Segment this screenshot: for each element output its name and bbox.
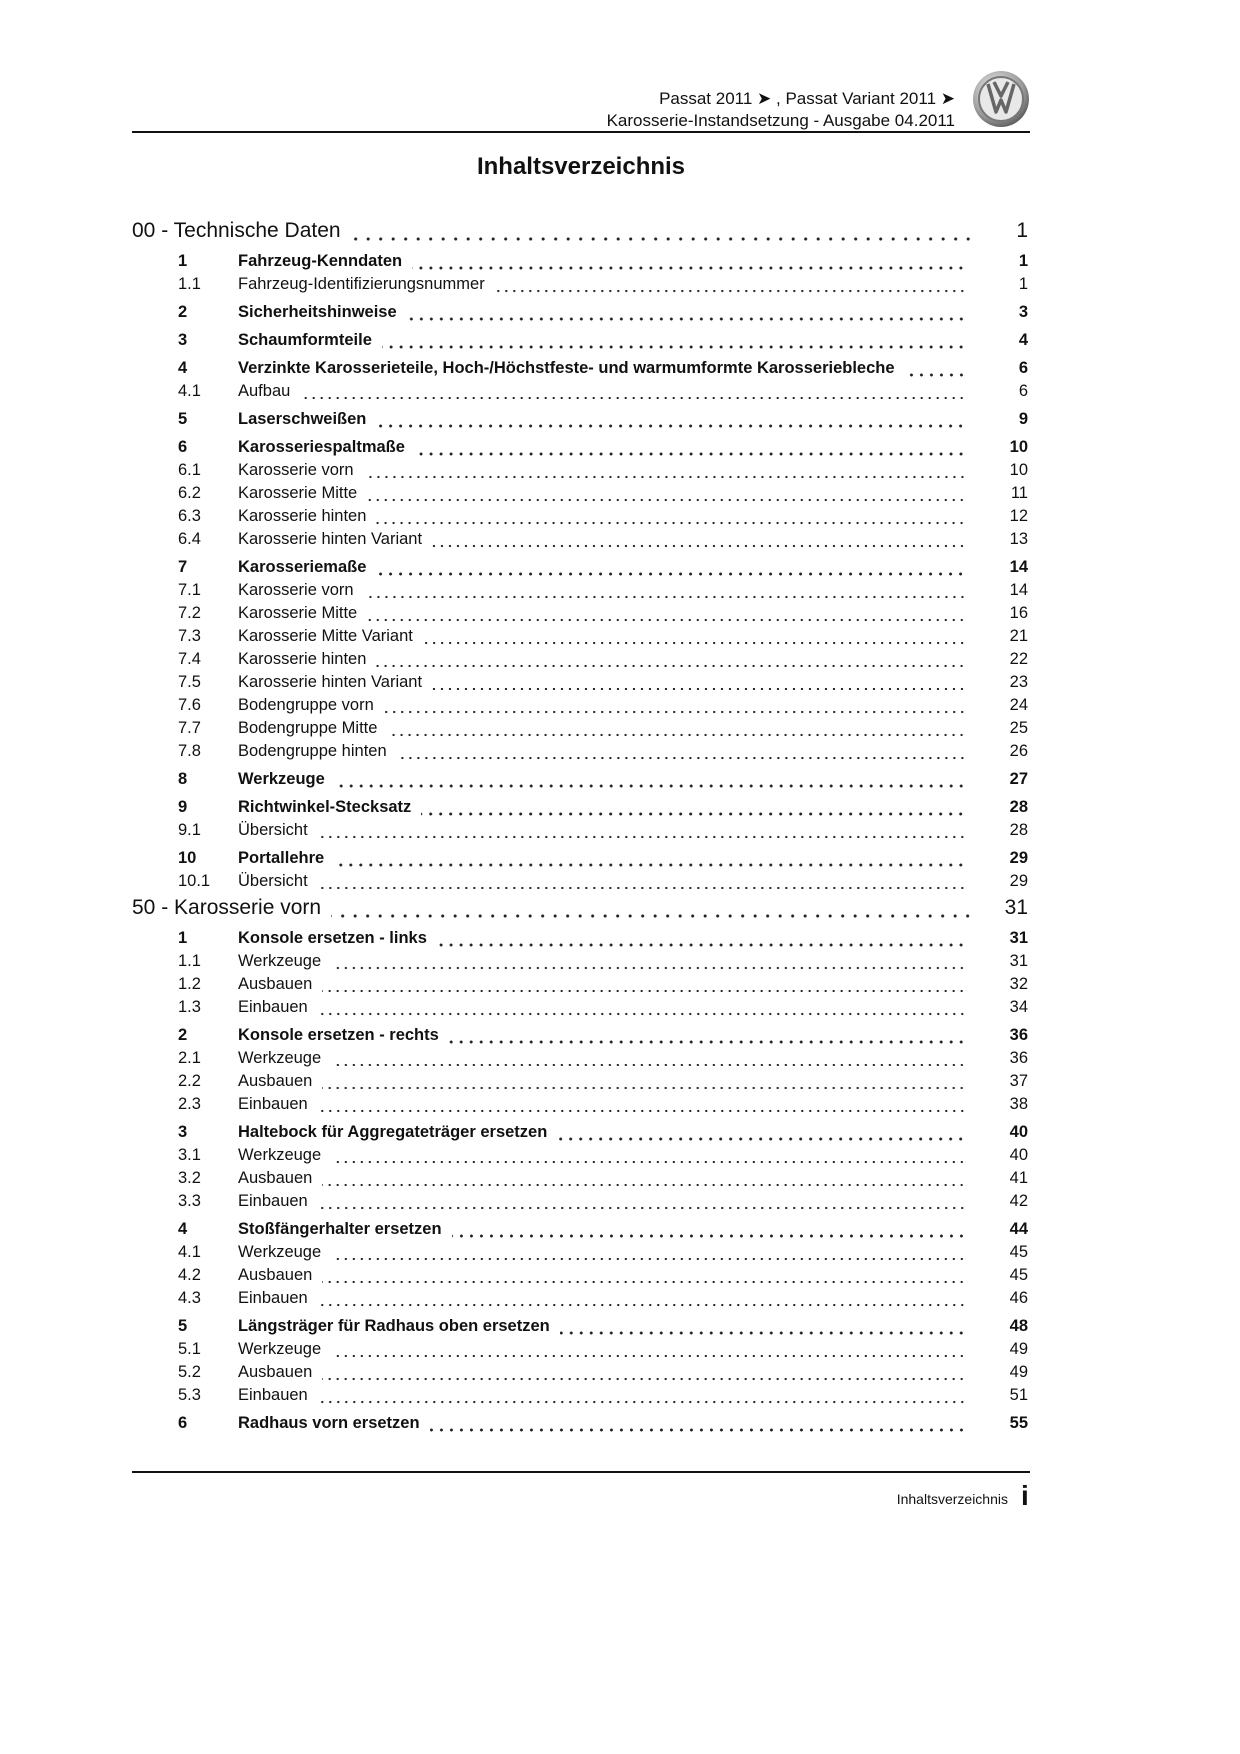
section-number: 4 — [178, 359, 188, 377]
toc-chapter-entry[interactable] — [132, 893, 1028, 922]
toc-section-entry[interactable] — [132, 1315, 1028, 1338]
section-number: 2.1 — [178, 1049, 201, 1067]
dot-leader — [351, 237, 974, 241]
section-title: Ausbauen — [238, 1363, 313, 1381]
section-number: 7.2 — [178, 604, 201, 622]
toc-subsection-entry[interactable] — [132, 1287, 1028, 1310]
page-number: 45 — [1009, 1243, 1028, 1261]
page-number: 55 — [1009, 1414, 1028, 1432]
dot-leader — [407, 317, 966, 321]
section-title: Bodengruppe Mitte — [238, 719, 378, 737]
section-number: 1 — [178, 929, 188, 947]
section-title: Einbauen — [238, 1386, 308, 1404]
toc-section-entry[interactable] — [132, 796, 1028, 819]
section-title: Fahrzeug-Kenndaten — [238, 252, 403, 270]
toc-section-entry[interactable] — [132, 408, 1028, 431]
section-title: Richtwinkel-Stecksatz — [238, 798, 412, 816]
dot-leader — [300, 396, 966, 400]
page-number: 16 — [1009, 604, 1028, 622]
page-number: 31 — [1004, 896, 1028, 919]
section-number: 1.1 — [178, 952, 201, 970]
dot-leader — [322, 1377, 966, 1381]
dot-leader — [384, 710, 966, 714]
section-number: 7.5 — [178, 673, 201, 691]
toc-subsection-entry[interactable] — [132, 694, 1028, 717]
section-title: Einbauen — [238, 1289, 308, 1307]
dot-leader — [318, 835, 966, 839]
page-number: 49 — [1009, 1363, 1028, 1381]
page-number: 9 — [1018, 410, 1028, 428]
dot-leader — [367, 498, 966, 502]
page-number: 6 — [1018, 359, 1028, 377]
dot-leader — [364, 595, 966, 599]
section-title: Aufbau — [238, 382, 291, 400]
page-number: 46 — [1009, 1289, 1028, 1307]
dot-leader — [318, 886, 966, 890]
toc-subsection-entry[interactable] — [132, 625, 1028, 648]
section-number: 1 — [178, 252, 188, 270]
section-title: Werkzeuge — [238, 770, 325, 788]
section-number: 2 — [178, 1026, 188, 1044]
page-number: 28 — [1009, 798, 1028, 816]
page-number: 11 — [1010, 484, 1028, 502]
toc-section-entry[interactable] — [132, 768, 1028, 791]
page-number: 12 — [1009, 507, 1028, 525]
section-number: 10 — [178, 849, 197, 867]
page-number: 51 — [1009, 1386, 1028, 1404]
section-title: Karosserie hinten — [238, 650, 367, 668]
page-number: 27 — [1009, 770, 1028, 788]
section-title: Konsole ersetzen - rechts — [238, 1026, 439, 1044]
section-title: Karosserie hinten Variant — [238, 530, 423, 548]
toc-section-entry[interactable] — [132, 1412, 1028, 1435]
dot-leader — [322, 1183, 966, 1187]
page-number: 25 — [1009, 719, 1028, 737]
section-number: 5.3 — [178, 1386, 201, 1404]
section-number: 4.2 — [178, 1266, 201, 1284]
toc-subsection-entry[interactable] — [132, 671, 1028, 694]
toc-subsection-entry[interactable] — [132, 717, 1028, 740]
page-number: 37 — [1009, 1072, 1028, 1090]
section-number: 10.1 — [178, 872, 211, 890]
section-title: Karosserie Mitte — [238, 484, 358, 502]
toc-subsection-entry[interactable] — [132, 1264, 1028, 1287]
dot-leader — [331, 1257, 966, 1261]
section-title: Ausbauen — [238, 1169, 313, 1187]
dot-leader — [376, 424, 966, 428]
dot-leader — [449, 1040, 966, 1044]
dot-leader — [387, 733, 966, 737]
dot-leader — [432, 544, 966, 548]
toc-subsection-entry[interactable] — [132, 1167, 1028, 1190]
page-number: 14 — [1009, 558, 1028, 576]
section-title: Radhaus vorn ersetzen — [238, 1414, 420, 1432]
dot-leader — [331, 966, 966, 970]
header-manual-line: Karosserie-Instandsetzung - Ausgabe 04.2011 — [606, 111, 955, 130]
dot-leader — [335, 784, 966, 788]
page-number: 14 — [1009, 581, 1028, 599]
toc-subsection-entry[interactable] — [132, 1190, 1028, 1213]
dot-leader — [376, 664, 966, 668]
dot-leader — [334, 863, 966, 867]
dot-leader — [421, 812, 966, 816]
page-number: 31 — [1009, 929, 1028, 947]
page-number: 29 — [1009, 849, 1028, 867]
dot-leader — [905, 373, 966, 377]
page-number: 48 — [1009, 1317, 1028, 1335]
dot-leader — [318, 1109, 966, 1113]
toc-subsection-entry[interactable] — [132, 740, 1028, 763]
toc-subsection-entry[interactable] — [132, 1241, 1028, 1264]
toc-subsection-entry[interactable] — [132, 273, 1028, 296]
section-title: Werkzeuge — [238, 952, 322, 970]
dot-leader — [318, 1303, 966, 1307]
section-title: Werkzeuge — [238, 1340, 322, 1358]
dot-leader — [430, 1428, 966, 1432]
section-number: 6 — [178, 438, 188, 456]
section-number: 1.1 — [178, 275, 201, 293]
section-number: 5.1 — [178, 1340, 201, 1358]
dot-leader — [557, 1137, 966, 1141]
section-title: Portallehre — [238, 849, 325, 867]
toc-section-entry[interactable] — [132, 250, 1028, 273]
page-number: 10 — [1009, 461, 1028, 479]
section-title: Haltebock für Aggregateträger ersetzen — [238, 1123, 548, 1141]
dot-leader — [382, 345, 966, 349]
page-number: 45 — [1009, 1266, 1028, 1284]
section-number: 4.1 — [178, 382, 201, 400]
toc-section-entry[interactable] — [132, 927, 1028, 950]
page-number: 44 — [1009, 1220, 1028, 1238]
toc-subsection-entry[interactable] — [132, 648, 1028, 671]
section-number: 7.8 — [178, 742, 201, 760]
section-number: 7 — [178, 558, 188, 576]
section-number: 6 — [178, 1414, 188, 1432]
section-number: 4.1 — [178, 1243, 201, 1261]
toc-section-entry[interactable] — [132, 301, 1028, 324]
section-number: 4.3 — [178, 1289, 201, 1307]
toc-subsection-entry[interactable] — [132, 996, 1028, 1019]
page-number: 38 — [1009, 1095, 1028, 1113]
page-number: 36 — [1009, 1026, 1028, 1044]
toc-subsection-entry[interactable] — [132, 459, 1028, 482]
section-title: Einbauen — [238, 998, 308, 1016]
section-number: 9.1 — [178, 821, 201, 839]
section-number: 8 — [178, 770, 188, 788]
page-number: 41 — [1009, 1169, 1028, 1187]
toc-section-entry[interactable] — [132, 556, 1028, 579]
page-number: 34 — [1009, 998, 1028, 1016]
section-number: 1.2 — [178, 975, 201, 993]
page-number: 13 — [1009, 530, 1028, 548]
dot-leader — [364, 475, 966, 479]
chapter-title: 50 - Karosserie vorn — [132, 896, 322, 919]
section-number: 5 — [178, 410, 188, 428]
section-number: 7.6 — [178, 696, 201, 714]
page-number: 1 — [1018, 275, 1028, 293]
toc-subsection-entry[interactable] — [132, 1361, 1028, 1384]
page-number: 1 — [1018, 252, 1028, 270]
dot-leader — [495, 289, 966, 293]
section-title: Karosseriemaße — [238, 558, 367, 576]
dot-leader — [412, 266, 966, 270]
dot-leader — [376, 521, 966, 525]
toc-subsection-entry[interactable] — [132, 1093, 1028, 1116]
section-title: Karosserie vorn — [238, 461, 354, 479]
page-number: 40 — [1009, 1123, 1028, 1141]
toc-section-entry[interactable] — [132, 1121, 1028, 1144]
toc-subsection-entry[interactable] — [132, 505, 1028, 528]
page-number: 42 — [1009, 1192, 1028, 1210]
toc-section-entry[interactable] — [132, 1024, 1028, 1047]
section-title: Karosserie hinten Variant — [238, 673, 423, 691]
page-number: 22 — [1009, 650, 1028, 668]
toc-subsection-entry[interactable] — [132, 819, 1028, 842]
page-number: 3 — [1018, 303, 1028, 321]
section-number: 5 — [178, 1317, 188, 1335]
section-title: Ausbauen — [238, 1266, 313, 1284]
section-title: Stoßfängerhalter ersetzen — [238, 1220, 442, 1238]
dot-leader — [318, 1400, 966, 1404]
section-title: Einbauen — [238, 1095, 308, 1113]
dot-leader — [331, 914, 974, 918]
section-title: Bodengruppe vorn — [238, 696, 374, 714]
footer-label: Inhaltsverzeichnis — [896, 1491, 1008, 1507]
page-number: 21 — [1009, 627, 1028, 645]
toc-section-entry[interactable] — [132, 436, 1028, 459]
page-number: 10 — [1009, 438, 1028, 456]
section-number: 6.4 — [178, 530, 201, 548]
dot-leader — [322, 1280, 966, 1284]
section-title: Fahrzeug-Identifizierungsnummer — [238, 275, 485, 293]
page-number: 29 — [1009, 872, 1028, 890]
toc-subsection-entry[interactable] — [132, 482, 1028, 505]
document-header — [607, 88, 955, 132]
toc-subsection-entry[interactable] — [132, 1144, 1028, 1167]
section-title: Einbauen — [238, 1192, 308, 1210]
dot-leader — [397, 756, 966, 760]
section-number: 7.7 — [178, 719, 201, 737]
toc-section-entry[interactable] — [132, 847, 1028, 870]
section-title: Übersicht — [238, 821, 308, 839]
toc-subsection-entry[interactable] — [132, 1047, 1028, 1070]
section-title: Schaumformteile — [238, 331, 372, 349]
toc-chapter-entry[interactable] — [132, 216, 1028, 245]
section-number: 3.1 — [178, 1146, 201, 1164]
page-number: 1 — [1016, 219, 1028, 242]
page-number: 40 — [1009, 1146, 1028, 1164]
dot-leader — [318, 1206, 966, 1210]
page-number: 28 — [1009, 821, 1028, 839]
dot-leader — [331, 1160, 966, 1164]
section-number: 2.3 — [178, 1095, 201, 1113]
section-number: 2 — [178, 303, 188, 321]
section-number: 7.3 — [178, 627, 201, 645]
toc-subsection-entry[interactable] — [132, 870, 1028, 893]
section-title: Sicherheitshinweise — [238, 303, 397, 321]
toc-subsection-entry[interactable] — [132, 1384, 1028, 1407]
section-title: Werkzeuge — [238, 1243, 322, 1261]
section-number: 6.3 — [178, 507, 201, 525]
page-number: 31 — [1009, 952, 1028, 970]
header-rule — [132, 131, 1030, 133]
section-number: 3 — [178, 1123, 188, 1141]
dot-leader — [415, 452, 966, 456]
footer-rule — [132, 1471, 1030, 1473]
page-number: 49 — [1009, 1340, 1028, 1358]
dot-leader — [560, 1331, 966, 1335]
section-title: Längsträger für Radhaus oben ersetzen — [238, 1317, 550, 1335]
section-title: Konsole ersetzen - links — [238, 929, 427, 947]
dot-leader — [423, 641, 966, 645]
toc-subsection-entry[interactable] — [132, 973, 1028, 996]
toc-subsection-entry[interactable] — [132, 579, 1028, 602]
section-number: 9 — [178, 798, 188, 816]
toc-section-entry[interactable] — [132, 1218, 1028, 1241]
page-number: 4 — [1018, 331, 1028, 349]
toc-subsection-entry[interactable] — [132, 1070, 1028, 1093]
page-number: 32 — [1009, 975, 1028, 993]
toc-section-entry[interactable] — [132, 329, 1028, 352]
page-number: 26 — [1009, 742, 1028, 760]
section-number: 6.1 — [178, 461, 201, 479]
page-number: 23 — [1009, 673, 1028, 691]
toc-section-entry[interactable] — [132, 357, 1028, 380]
section-title: Karosserie Mitte Variant — [238, 627, 413, 645]
section-title: Laserschweißen — [238, 410, 367, 428]
section-title: Verzinkte Karosserieteile, Hoch-/Höchstfeste- und warmumformte Karosseriebleche — [238, 359, 895, 377]
section-number: 3.2 — [178, 1169, 201, 1187]
toc-subsection-entry[interactable] — [132, 602, 1028, 625]
toc-subsection-entry[interactable] — [132, 1338, 1028, 1361]
page-title: Inhaltsverzeichnis — [476, 153, 686, 180]
dot-leader — [322, 989, 966, 993]
section-title: Übersicht — [238, 872, 308, 890]
toc-subsection-entry[interactable] — [132, 380, 1028, 403]
section-title: Werkzeuge — [238, 1049, 322, 1067]
toc-subsection-entry[interactable] — [132, 528, 1028, 551]
dot-leader — [322, 1086, 966, 1090]
section-number: 7.1 — [178, 581, 201, 599]
section-number: 3.3 — [178, 1192, 201, 1210]
chapter-title: 00 - Technische Daten — [132, 219, 341, 242]
vw-logo-icon — [972, 70, 1030, 128]
dot-leader — [437, 943, 966, 947]
section-number: 6.2 — [178, 484, 201, 502]
page-number: 6 — [1018, 382, 1028, 400]
section-number: 3 — [178, 331, 188, 349]
section-number: 5.2 — [178, 1363, 201, 1381]
section-title: Karosserie vorn — [238, 581, 354, 599]
section-title: Ausbauen — [238, 975, 313, 993]
section-number: 4 — [178, 1220, 188, 1238]
section-title: Karosserie hinten — [238, 507, 367, 525]
dot-leader — [432, 687, 966, 691]
page-folio: i — [1021, 1480, 1029, 1511]
table-of-contents — [132, 216, 1028, 1435]
section-number: 1.3 — [178, 998, 201, 1016]
page-number: 36 — [1009, 1049, 1028, 1067]
section-title: Karosseriespaltmaße — [238, 438, 405, 456]
section-title: Karosserie Mitte — [238, 604, 358, 622]
dot-leader — [452, 1234, 966, 1238]
dot-leader — [367, 618, 966, 622]
section-title: Ausbauen — [238, 1072, 313, 1090]
dot-leader — [376, 572, 966, 576]
section-number: 2.2 — [178, 1072, 201, 1090]
section-title: Bodengruppe hinten — [238, 742, 387, 760]
header-model-line: Passat 2011 ➤ , Passat Variant 2011 ➤ — [659, 89, 955, 108]
toc-subsection-entry[interactable] — [132, 950, 1028, 973]
section-number: 7.4 — [178, 650, 201, 668]
section-title: Werkzeuge — [238, 1146, 322, 1164]
dot-leader — [318, 1012, 966, 1016]
dot-leader — [331, 1063, 966, 1067]
page-number: 24 — [1009, 696, 1028, 714]
dot-leader — [331, 1354, 966, 1358]
